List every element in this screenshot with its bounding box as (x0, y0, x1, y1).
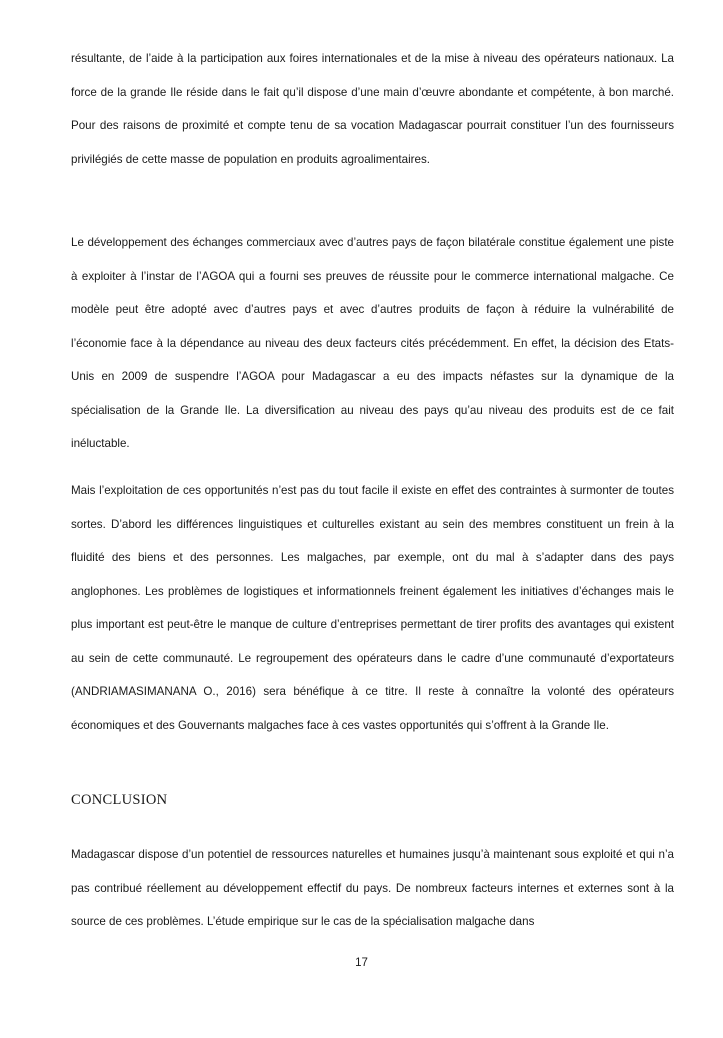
paragraph-export-support: résultante, de l’aide à la participation aux foires internationales et de la mise à niveau des opérateurs nationaux. La force de la grande Ile réside dans le fait qu’il dispose d’une main d’œuvre abondante et compétente, à bon marché. Pour des raisons de proximité et compte tenu de sa vocation Madagascar pourrait constituer l’un des fournisseurs privilégiés de cette masse de population en produits agroalimentaires. (71, 52, 674, 166)
paragraph-bilateral-trade: Le développement des échanges commerciaux avec d’autres pays de façon bilatérale constitue également une piste à exploiter à l’instar de l’AGOA qui a fourni ses preuves de réussite pour le commerce international malgache. Ce modèle peut être adopté avec d’autres pays et avec d’autres produits de façon à réduire la vulnérabilité de l’économie face à la dépendance au niveau des deux facteurs cités précédemment. En effet, la décision des Etats-Unis en 2009 de suspendre l’AGOA pour Madagascar a eu des impacts néfastes sur la dynamique de la spécialisation de la Grande Ile. La diversification au niveau des pays qu’au niveau des produits est de ce fait inéluctable. (71, 236, 674, 450)
paragraph-constraints: Mais l’exploitation de ces opportunités n’est pas du tout facile il existe en effet des contraintes à surmonter de toutes sortes. D’abord les différences linguistiques et culturelles existant au sein des membres constituent un frein à la fluidité des biens et des personnes. Les malgaches, par exemple, ont du mal à s’adapter dans des pays anglophones. Les problèmes de logistiques et informationnels freinent également les initiatives d’échanges mais le plus important est peut-être le manque de culture d’entreprises permettant de tirer profits des avantages qui existent au sein de cette communauté. Le regroupement des opérateurs dans le cadre d’une communauté d’exportateurs (ANDRIAMASIMANANA O., 2016) sera bénéfique à ce titre. Il reste à connaître la volonté des opérateurs économiques et des Gouvernants malgaches face à ces vastes opportunités qui s’offrent à la Grande Ile. (71, 484, 674, 732)
section-heading-conclusion: CONCLUSION (71, 792, 168, 808)
page-number: 17 (355, 957, 368, 969)
paragraph-conclusion: Madagascar dispose d’un potentiel de ressources naturelles et humaines jusqu’à maintenant sous exploité et qui n’a pas contribué réellement au développement effectif du pays. De nombreux facteurs internes et externes sont à la source de ces problèmes. L’étude empirique sur le cas de la spécialisation malgache dans (71, 848, 674, 928)
